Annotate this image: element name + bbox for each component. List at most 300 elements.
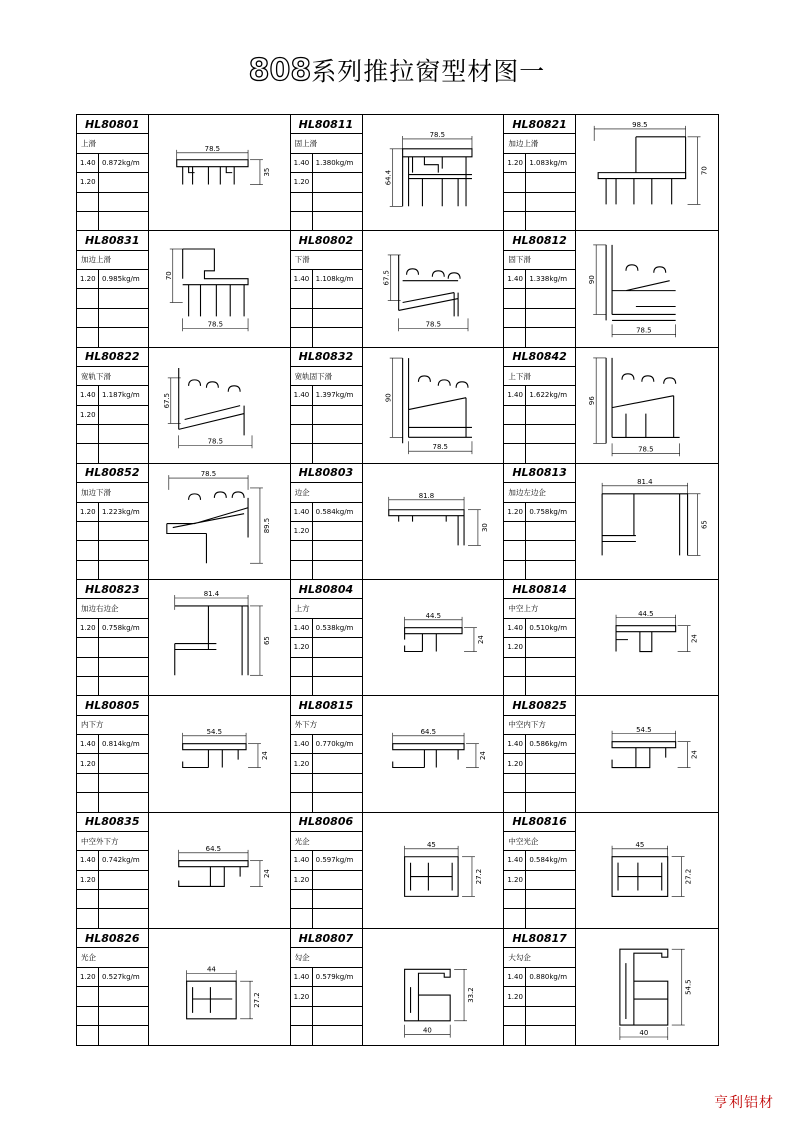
wall-thickness: 1.40 — [504, 735, 526, 753]
dimension-label: 81.8 — [418, 491, 434, 500]
unit-weight: 1.187kg/m — [102, 391, 140, 400]
profile-section-diagram — [576, 813, 718, 928]
profile-section-diagram — [149, 929, 290, 1045]
spec-row — [77, 173, 148, 192]
profile-cell — [291, 464, 505, 580]
dimension-label: 70 — [700, 166, 709, 176]
spec-row-empty — [291, 193, 362, 212]
unit-weight: 1.083kg/m — [529, 158, 568, 167]
profile-section-diagram — [363, 115, 504, 230]
dimension-label: 24 — [478, 751, 487, 761]
spec-row — [504, 987, 575, 1007]
unit-weight: 0.586kg/m — [529, 740, 568, 749]
profile-cell — [291, 929, 505, 1045]
profile-section-diagram — [363, 929, 504, 1045]
profile-section-diagram — [363, 348, 504, 463]
spec-row-empty — [77, 1007, 148, 1027]
spec-row-empty — [291, 561, 362, 579]
dimension-label: 98.5 — [632, 120, 648, 129]
spec-row — [291, 754, 362, 773]
profile-section-diagram — [576, 580, 718, 695]
profile-name: 外下方 — [294, 720, 318, 730]
dimension-label: 24 — [690, 750, 699, 760]
profile-code: HL80822 — [85, 350, 140, 364]
profile-section-diagram — [576, 115, 718, 230]
profile-name: 加边上滑 — [508, 139, 539, 149]
profile-section-diagram — [363, 696, 504, 811]
wall-thickness: 1.20 — [504, 638, 526, 656]
spec-row-empty — [504, 677, 575, 695]
unit-weight: 0.742kg/m — [102, 856, 140, 865]
dimension-label: 44 — [206, 965, 216, 974]
dimension-label: 81.4 — [203, 590, 220, 599]
dimension-label: 90 — [588, 275, 597, 285]
spec-row — [77, 968, 148, 988]
profile-name: 加边下滑 — [81, 487, 111, 497]
brand-watermark: 亨利铝材 — [714, 1095, 774, 1111]
profile-code: HL80831 — [85, 233, 140, 247]
wall-thickness: 1.40 — [291, 503, 313, 521]
title-series-number: 808 — [248, 53, 312, 88]
profile-section-diagram — [149, 231, 290, 346]
wall-thickness: 1.20 — [291, 173, 313, 191]
profile-cell — [504, 813, 718, 929]
wall-thickness: 1.20 — [77, 754, 99, 772]
unit-weight: 1.397kg/m — [315, 391, 354, 400]
dimension-label: 54.5 — [636, 726, 652, 735]
title-text: 系列推拉窗型材图一 — [311, 57, 546, 86]
spec-row-empty — [291, 1026, 362, 1045]
profile-info — [504, 464, 576, 579]
profile-section-diagram — [363, 813, 504, 928]
spec-row — [77, 386, 148, 405]
profile-code: HL80816 — [512, 815, 567, 829]
spec-row — [504, 270, 575, 289]
dimension-label: 65 — [700, 519, 709, 529]
profile-name: 光企 — [294, 836, 310, 846]
spec-row-empty — [77, 909, 148, 927]
unit-weight: 0.814kg/m — [102, 740, 140, 749]
dimension-label: 78.5 — [636, 326, 652, 335]
profile-code: HL80805 — [85, 698, 140, 712]
profile-drawing — [363, 348, 504, 463]
profile-table — [76, 114, 719, 1046]
profile-section-diagram — [363, 464, 504, 579]
spec-row — [504, 386, 575, 405]
spec-row-empty — [504, 1026, 575, 1045]
profile-cell — [77, 231, 291, 347]
wall-thickness: 1.20 — [77, 619, 99, 637]
spec-row — [77, 503, 148, 522]
spec-row-empty — [291, 658, 362, 677]
dimension-label: 67.5 — [162, 392, 171, 408]
spec-row-empty — [504, 289, 575, 308]
spec-row — [77, 270, 148, 289]
profile-cell — [77, 464, 291, 580]
profile-drawing — [149, 464, 290, 579]
dimension-label: 70 — [164, 271, 173, 281]
wall-thickness: 1.20 — [77, 968, 99, 987]
spec-row-empty — [504, 425, 575, 444]
spec-row — [291, 968, 362, 988]
wall-thickness: 1.20 — [77, 270, 99, 288]
spec-row-empty — [291, 890, 362, 909]
spec-row-empty — [77, 541, 148, 560]
profile-info — [504, 231, 576, 346]
dimension-label: 78.5 — [638, 444, 654, 453]
wall-thickness: 1.40 — [291, 619, 313, 637]
profile-cell — [504, 929, 718, 1045]
spec-row — [291, 851, 362, 870]
unit-weight: 0.985kg/m — [102, 275, 140, 284]
wall-thickness: 1.20 — [291, 871, 313, 889]
profile-name: 固上滑 — [294, 139, 318, 149]
dimension-label: 24 — [690, 634, 699, 644]
profile-info — [291, 813, 363, 928]
profile-name: 加边左边企 — [508, 487, 546, 497]
spec-row-empty — [77, 561, 148, 579]
dimension-label: 64.5 — [420, 728, 436, 737]
profile-name: 中空外下方 — [81, 836, 119, 846]
spec-row — [504, 735, 575, 754]
spec-row-empty — [77, 328, 148, 346]
unit-weight: 0.584kg/m — [315, 507, 354, 516]
profile-drawing — [576, 696, 718, 811]
spec-row — [77, 851, 148, 870]
dimension-label: 96 — [588, 395, 597, 405]
profile-name: 大勾企 — [508, 953, 531, 963]
profile-drawing — [149, 813, 290, 928]
page-title — [0, 52, 794, 88]
spec-row — [504, 154, 575, 173]
spec-row — [291, 638, 362, 657]
wall-thickness: 1.40 — [77, 735, 99, 753]
dimension-label: 78.5 — [204, 144, 221, 153]
unit-weight: 0.527kg/m — [102, 973, 140, 982]
profile-code: HL80852 — [85, 466, 140, 480]
spec-row-empty — [77, 774, 148, 793]
profile-cell — [291, 231, 505, 347]
profile-name: 宽轨下滑 — [81, 371, 111, 381]
wall-thickness: 1.20 — [77, 503, 99, 521]
profile-info — [77, 813, 149, 928]
wall-thickness: 1.20 — [504, 871, 526, 889]
profile-info — [77, 580, 149, 695]
unit-weight: 0.597kg/m — [315, 856, 354, 865]
unit-weight: 1.380kg/m — [315, 158, 354, 167]
dimension-label: 24 — [262, 868, 271, 878]
profile-drawing — [576, 231, 718, 346]
spec-row-empty — [504, 541, 575, 560]
spec-row-empty — [504, 561, 575, 579]
wall-thickness: 1.40 — [291, 270, 313, 288]
unit-weight: 1.108kg/m — [315, 275, 354, 284]
profile-cell — [291, 813, 505, 929]
dimension-label: 78.5 — [207, 436, 224, 445]
spec-row — [291, 173, 362, 192]
unit-weight: 0.579kg/m — [315, 973, 354, 982]
profile-drawing — [363, 464, 504, 579]
profile-drawing — [576, 348, 718, 463]
spec-row-empty — [77, 1026, 148, 1045]
spec-row-empty — [504, 193, 575, 212]
profile-drawing — [363, 929, 504, 1045]
wall-thickness: 1.20 — [77, 406, 99, 424]
spec-row-empty — [77, 289, 148, 308]
profile-info — [291, 115, 363, 230]
profile-section-diagram — [576, 464, 718, 579]
unit-weight: 0.584kg/m — [529, 856, 568, 865]
spec-row — [291, 871, 362, 890]
spec-row — [291, 735, 362, 754]
profile-name: 中空内下方 — [508, 720, 546, 730]
profile-drawing — [149, 929, 290, 1045]
spec-row-empty — [291, 541, 362, 560]
wall-thickness: 1.20 — [504, 154, 526, 172]
spec-row — [77, 619, 148, 638]
dimension-label: 67.5 — [382, 270, 391, 286]
spec-row-empty — [504, 406, 575, 425]
profile-info — [504, 696, 576, 811]
profile-section-diagram — [363, 580, 504, 695]
spec-row — [504, 871, 575, 890]
unit-weight: 1.338kg/m — [529, 275, 568, 284]
wall-thickness: 1.20 — [77, 871, 99, 889]
spec-row-empty — [504, 909, 575, 927]
spec-row-empty — [77, 987, 148, 1007]
profile-code: HL80821 — [512, 117, 567, 131]
wall-thickness: 1.40 — [504, 386, 526, 404]
profile-drawing — [149, 115, 290, 230]
profile-code: HL80817 — [512, 931, 567, 945]
spec-row — [291, 987, 362, 1007]
dimension-label: 24 — [260, 751, 269, 761]
profile-drawing — [576, 115, 718, 230]
spec-row-empty — [291, 774, 362, 793]
profile-drawing — [576, 464, 718, 579]
profile-cell — [291, 580, 505, 696]
profile-code: HL80823 — [85, 582, 140, 596]
profile-cell — [77, 696, 291, 812]
dimension-label: 89.5 — [262, 517, 271, 534]
spec-row-empty — [291, 328, 362, 346]
profile-name: 边企 — [294, 487, 310, 497]
dimension-label: 45 — [426, 840, 436, 849]
profile-drawing — [363, 696, 504, 811]
unit-weight: 0.758kg/m — [102, 623, 140, 632]
profile-name: 宽轨固下滑 — [294, 371, 333, 381]
unit-weight: 0.510kg/m — [529, 623, 568, 632]
profile-code: HL80826 — [85, 931, 140, 945]
unit-weight: 1.223kg/m — [102, 507, 140, 516]
spec-row-empty — [77, 193, 148, 212]
profile-name: 上滑 — [81, 139, 96, 149]
spec-row — [504, 503, 575, 522]
wall-thickness: 1.40 — [291, 851, 313, 869]
profile-name: 上方 — [294, 604, 310, 614]
wall-thickness: 1.40 — [504, 270, 526, 288]
wall-thickness: 1.40 — [504, 619, 526, 637]
wall-thickness: 1.40 — [504, 851, 526, 869]
spec-row-empty — [291, 793, 362, 811]
profile-code: HL80812 — [512, 233, 567, 247]
dimension-label: 64.5 — [205, 844, 222, 853]
spec-row — [504, 638, 575, 657]
profile-drawing — [363, 813, 504, 928]
profile-drawing — [363, 580, 504, 695]
profile-cell — [291, 115, 505, 231]
profile-code: HL80802 — [298, 233, 354, 247]
profile-info — [77, 115, 149, 230]
profile-code: HL80835 — [85, 815, 140, 829]
profile-info — [504, 115, 576, 230]
spec-row-empty — [504, 212, 575, 230]
profile-section-diagram — [576, 929, 718, 1045]
profile-info — [77, 929, 149, 1045]
profile-info — [77, 464, 149, 579]
dimension-label: 30 — [480, 522, 489, 532]
profile-name: 下滑 — [294, 255, 310, 265]
spec-row-empty — [504, 309, 575, 328]
profile-info — [77, 231, 149, 346]
dimension-label: 78.5 — [200, 469, 217, 478]
profile-drawing — [576, 580, 718, 695]
spec-row — [504, 619, 575, 638]
wall-thickness: 1.20 — [504, 987, 526, 1006]
spec-row-empty — [77, 522, 148, 541]
wall-thickness: 1.40 — [291, 968, 313, 987]
profile-name: 勾企 — [294, 953, 310, 963]
unit-weight: 0.538kg/m — [315, 623, 354, 632]
wall-thickness: 1.20 — [77, 173, 99, 191]
profile-info — [504, 348, 576, 463]
spec-row — [77, 871, 148, 890]
dimension-label: 78.5 — [207, 320, 224, 329]
profile-section-diagram — [576, 348, 718, 463]
dimension-label: 45 — [635, 840, 645, 849]
profile-name: 中空光企 — [508, 836, 539, 846]
profile-code: HL80807 — [298, 931, 354, 945]
profile-info — [291, 929, 363, 1045]
spec-row — [291, 619, 362, 638]
unit-weight: 1.622kg/m — [529, 391, 568, 400]
profile-cell — [77, 115, 291, 231]
unit-weight: 0.758kg/m — [529, 507, 568, 516]
profile-cell — [77, 580, 291, 696]
profile-info — [504, 929, 576, 1045]
profile-name: 固下滑 — [508, 255, 531, 265]
spec-row — [291, 386, 362, 405]
spec-row-empty — [291, 1007, 362, 1027]
spec-row — [77, 735, 148, 754]
profile-cell — [77, 813, 291, 929]
profile-name: 内下方 — [81, 720, 104, 730]
profile-section-diagram — [576, 231, 718, 346]
wall-thickness: 1.20 — [291, 754, 313, 772]
dimension-label: 54.5 — [206, 728, 223, 737]
spec-row — [291, 503, 362, 522]
spec-row-empty — [291, 677, 362, 695]
spec-row-empty — [77, 425, 148, 444]
wall-thickness: 1.40 — [77, 851, 99, 869]
wall-thickness: 1.20 — [291, 638, 313, 656]
dimension-label: 27.2 — [474, 868, 483, 884]
profile-code: HL80801 — [85, 117, 140, 131]
spec-row-empty — [504, 774, 575, 793]
profile-section-diagram — [149, 348, 290, 463]
dimension-label: 90 — [384, 392, 393, 402]
profile-drawing — [363, 115, 504, 230]
spec-row-empty — [504, 328, 575, 346]
dimension-label: 44.5 — [425, 611, 441, 620]
spec-row-empty — [291, 309, 362, 328]
spec-row-empty — [77, 658, 148, 677]
spec-row — [77, 154, 148, 173]
profile-cell — [504, 115, 718, 231]
profile-section-diagram — [149, 115, 290, 230]
profile-drawing — [149, 696, 290, 811]
spec-row-empty — [77, 309, 148, 328]
spec-row — [504, 968, 575, 988]
profile-section-diagram — [576, 696, 718, 811]
dimension-label: 81.4 — [637, 477, 653, 486]
spec-row-empty — [504, 444, 575, 462]
profile-cell — [291, 696, 505, 812]
dimension-label: 24 — [476, 635, 485, 645]
profile-info — [291, 231, 363, 346]
spec-row-empty — [504, 1007, 575, 1027]
wall-thickness: 1.40 — [291, 154, 313, 172]
spec-row-empty — [291, 406, 362, 425]
wall-thickness: 1.40 — [504, 968, 526, 987]
spec-row — [291, 270, 362, 289]
spec-row-empty — [504, 522, 575, 541]
spec-row-empty — [291, 909, 362, 927]
dimension-label: 27.2 — [684, 868, 693, 884]
profile-info — [77, 348, 149, 463]
wall-thickness: 1.20 — [504, 754, 526, 772]
dimension-label: 35 — [262, 167, 271, 177]
profile-code: HL80813 — [512, 466, 567, 480]
profile-cell — [77, 348, 291, 464]
wall-thickness: 1.20 — [291, 987, 313, 1006]
spec-row — [291, 154, 362, 173]
profile-cell — [504, 348, 718, 464]
dimension-label: 33.2 — [466, 987, 475, 1003]
profile-name: 加边上滑 — [81, 255, 111, 265]
wall-thickness: 1.20 — [291, 522, 313, 540]
wall-thickness: 1.40 — [77, 154, 99, 172]
spec-row-empty — [504, 890, 575, 909]
profile-info — [504, 580, 576, 695]
spec-row-empty — [77, 212, 148, 230]
profile-code: HL80814 — [512, 582, 567, 596]
unit-weight: 0.880kg/m — [529, 973, 568, 982]
spec-row-empty — [291, 444, 362, 462]
profile-info — [291, 696, 363, 811]
profile-section-diagram — [149, 813, 290, 928]
profile-info — [291, 348, 363, 463]
profile-name: 上下滑 — [508, 371, 531, 381]
profile-cell — [504, 696, 718, 812]
dimension-label: 78.5 — [425, 320, 441, 329]
profile-code: HL80842 — [512, 350, 567, 364]
profile-drawing — [576, 929, 718, 1045]
profile-info — [504, 813, 576, 928]
profile-cell — [504, 464, 718, 580]
profile-code: HL80825 — [512, 698, 567, 712]
profile-code: HL80832 — [298, 350, 354, 364]
